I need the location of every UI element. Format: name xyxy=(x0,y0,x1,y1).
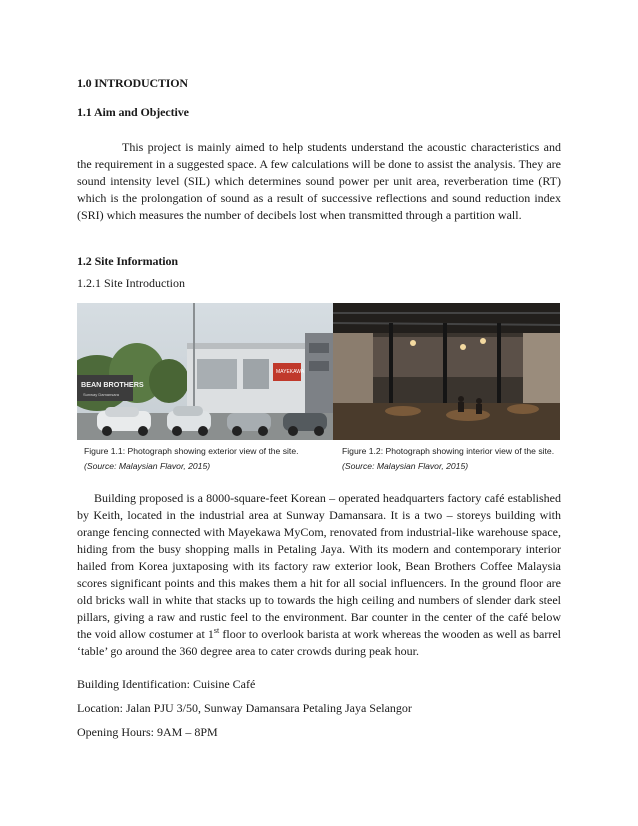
subsection-heading-site-introduction: 1.2.1 Site Introduction xyxy=(77,276,185,290)
building-sign: MAYEKAWA xyxy=(276,369,305,375)
floor-ordinal-superscript: st xyxy=(213,626,220,635)
building-paragraph-text-end: floor to overlook barista at work whereas the wooden as well as barrel ‘table’ go around the 360 degree area to cater crowds during peak hour. xyxy=(77,627,562,658)
figure-2-source: (Source: Malaysian Flavor, 2015) xyxy=(342,461,469,471)
section-heading-aim: 1.1 Aim and Objective xyxy=(77,105,189,119)
interior-photo xyxy=(333,303,560,440)
figure-2-caption xyxy=(342,444,564,474)
building-paragraph-text: Building proposed is a 8000-square-feet Korean – operated headquarters factory café established by Keith, located in the industrial area at Sunway Damansara. It is a two – storeys building with orange fencing connected with Mayekawa MyCom, renovated from industrial-like warehouse space, hiding from the busy shopping malls in Petaling Jaya. With its modern and contemporary interior hailed from Korea juxtaposing with its factory raw exterior look, Bean Brothers Coffee Malaysia scores significant points and this makes them a hit for all social influencers. In the ground floor are old bricks wall in white that stacks up to towards the high ceiling and numbers of slender dark steel pillars, giving a raw and rustic feel to the environment. Bar counter in the center of the café below the void allow costumer at 1 xyxy=(77,491,561,641)
exterior-photo-illustration xyxy=(77,303,333,440)
exterior-photo xyxy=(77,303,333,440)
figure-1-caption xyxy=(84,444,330,474)
figure-1-source: (Source: Malaysian Flavor, 2015) xyxy=(84,461,211,471)
bean-brothers-sign-subtext: Sunway Damansara xyxy=(83,392,120,397)
section-heading-introduction: 1.0 INTRODUCTION xyxy=(77,76,188,90)
building-identification: Building Identification: Cuisine Café xyxy=(77,677,256,691)
opening-hours-line: Opening Hours: 9AM – 8PM xyxy=(77,725,218,739)
aim-paragraph: This project is mainly aimed to help students understand the acoustic characteristics and the requirement in a suggested space. A few calculations will be done to assist the analysis. They are sound intensity level (SIL) which determines sound power per unit area, reverberation time (RT) which is the prolongation of sound as a result of successive reflections and sound reduction index (SRI) which measures the number of decibels lost when transmitted through a partition wall. xyxy=(77,140,561,222)
section-heading-site-information: 1.2 Site Information xyxy=(77,254,178,268)
figure-1-caption-text: Figure 1.1: Photograph showing exterior view of the site. xyxy=(84,446,299,456)
location-line: Location: Jalan PJU 3/50, Sunway Damansara Petaling Jaya Selangor xyxy=(77,701,412,715)
building-paragraph xyxy=(77,490,561,660)
bean-brothers-sign: BEAN BROTHERS xyxy=(81,380,144,389)
interior-photo-illustration xyxy=(333,303,560,440)
figure-2-caption-text: Figure 1.2: Photograph showing interior view of the site. xyxy=(342,446,555,456)
